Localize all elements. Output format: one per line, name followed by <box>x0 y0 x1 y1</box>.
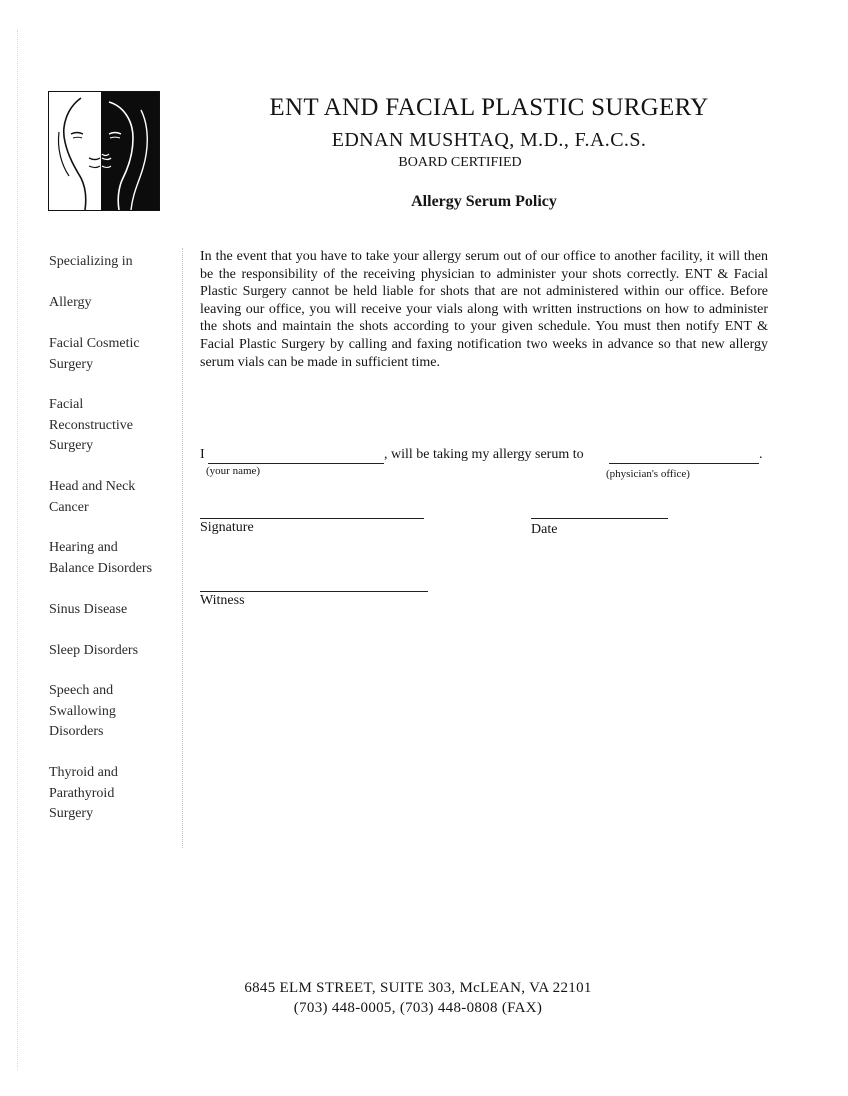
your-name-line[interactable] <box>208 463 384 464</box>
specialty-line: Sleep Disorders <box>49 643 139 658</box>
specialty-line: Speech and <box>49 683 114 698</box>
specialty-line: Sinus Disease <box>49 602 128 617</box>
practice-logo <box>48 91 160 211</box>
specialty-line: Balance Disorders <box>49 560 153 576</box>
specialty-line: Facial Cosmetic <box>49 336 140 351</box>
date-label: Date <box>531 522 558 537</box>
doctor-name: EDNAN MUSHTAQ, M.D., F.A.C.S. <box>331 129 647 151</box>
i-label: I <box>200 447 205 462</box>
serum-statement: , will be taking my allergy serum to <box>384 447 584 462</box>
specialty-line: Parathyroid <box>49 785 115 801</box>
specialty-line: Surgery <box>49 806 94 821</box>
specialty-item <box>49 334 140 375</box>
end-period: . <box>759 447 763 462</box>
signature-line[interactable] <box>200 518 424 519</box>
specialty-item <box>49 538 152 579</box>
specialty-item <box>49 477 135 518</box>
sidebar-heading: Specializing in <box>49 254 133 269</box>
specialty-line: Allergy <box>49 295 92 310</box>
face-logo-icon <box>49 92 160 211</box>
physician-office-line[interactable] <box>609 463 759 464</box>
policy-paragraph: In the event that you have to take your allergy serum out of our office to another facility, it will then be the responsibility of the receiving physician to administer your shots correctly. ENT & Facial Plastic Surgery cannot be held liable for shots that are not administered within our office. Before leaving our office, you will receive your vials along with written instructions on how to administer the shots and maintain the shots according to your given schedule. You must then notify ENT & Facial Plastic Surgery by calling and faxing notification two weeks in advance so that new allergy serum vials can be made in sufficient time. <box>200 249 768 370</box>
practice-name: ENT AND FACIAL PLASTIC SURGERY <box>269 94 709 121</box>
your-name-caption: (your name) <box>206 465 261 477</box>
specialty-item <box>49 600 127 621</box>
physician-office-caption: (physician's office) <box>606 468 690 480</box>
scan-edge-mark <box>17 30 18 1070</box>
specialty-line: Cancer <box>49 499 89 515</box>
specialty-item <box>49 641 138 662</box>
witness-label: Witness <box>200 593 245 608</box>
footer-phones: (703) 448-0005, (703) 448-0808 (FAX) <box>293 1000 543 1016</box>
sidebar-divider <box>182 248 183 848</box>
specialty-line: Hearing and <box>49 540 118 555</box>
specialty-line: Surgery <box>49 356 94 372</box>
certification: BOARD CERTIFIED <box>398 155 522 170</box>
specialty-line: Disorders <box>49 724 104 739</box>
specialty-item <box>49 763 118 825</box>
specialty-item <box>49 395 133 457</box>
specialty-line: Swallowing <box>49 703 116 719</box>
specialty-item <box>49 293 92 314</box>
specialty-line: Head and Neck <box>49 479 136 494</box>
specialty-line: Surgery <box>49 438 94 453</box>
signature-label: Signature <box>200 520 254 535</box>
date-line[interactable] <box>531 518 668 519</box>
witness-line[interactable] <box>200 591 428 592</box>
specialty-line: Reconstructive <box>49 417 133 433</box>
specialty-item <box>49 681 116 743</box>
footer-address: 6845 ELM STREET, SUITE 303, McLEAN, VA 22101 <box>244 980 592 996</box>
specialty-line: Thyroid and <box>49 765 118 780</box>
document-title: Allergy Serum Policy <box>411 193 557 210</box>
specialty-line: Facial <box>49 397 84 412</box>
